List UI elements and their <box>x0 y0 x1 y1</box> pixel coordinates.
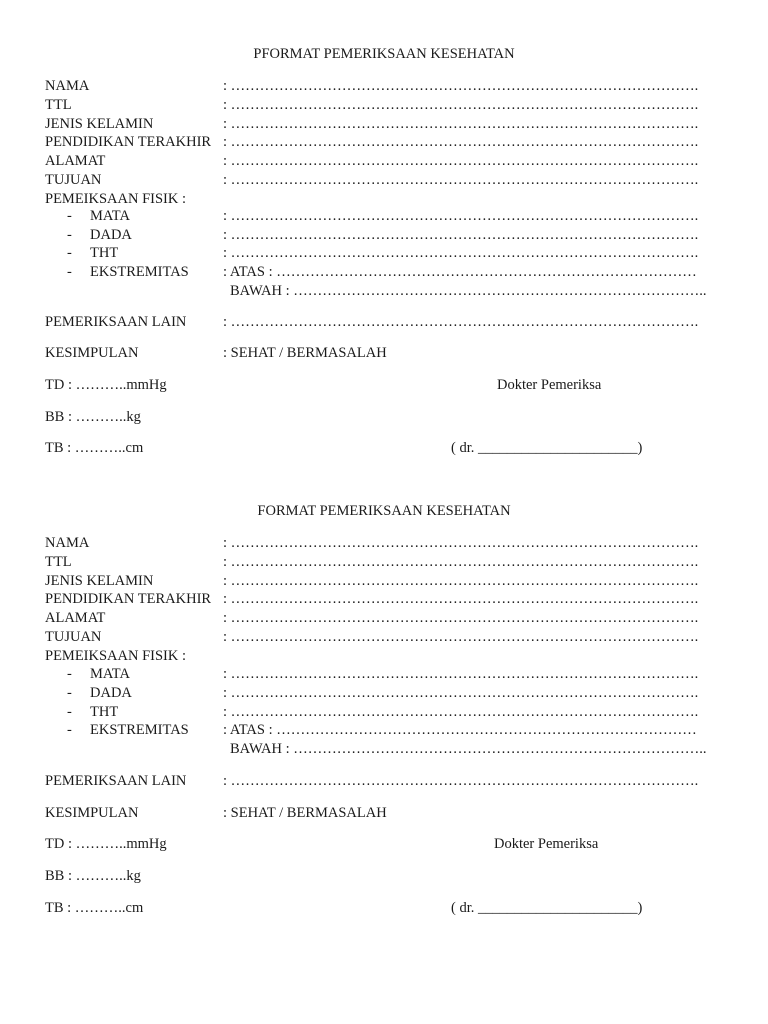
field-tb <box>45 899 725 917</box>
field-value: : SEHAT / BERMASALAH <box>223 345 387 361</box>
field-bb <box>45 867 725 885</box>
tb-text: TB : ………..cm <box>45 900 144 916</box>
field-dada <box>45 226 725 244</box>
fisik-label: PEMEIKSAAN FISIK : <box>45 191 186 207</box>
td-text: TD : ………..mmHg <box>45 377 167 393</box>
field-pemeriksaan-lain <box>45 772 725 790</box>
field-kesimpulan <box>45 804 725 822</box>
field-pendidikan <box>45 590 725 608</box>
field-label: TUJUAN <box>45 172 102 188</box>
field-jenis-kelamin <box>45 115 725 133</box>
field-value: : ……………………………………………………………………………………. <box>223 78 699 94</box>
field-tujuan <box>45 171 725 189</box>
field-value: : ……………………………………………………………………………………. <box>223 134 699 150</box>
field-value: BAWAH : ………………………………………………………………………….. <box>230 741 707 757</box>
field-value: : ……………………………………………………………………………………. <box>223 573 699 589</box>
field-bawah <box>45 740 725 758</box>
field-value: : ……………………………………………………………………………………. <box>223 245 699 261</box>
field-label: DADA <box>90 227 132 243</box>
field-label: KESIMPULAN <box>45 805 139 821</box>
fisik-heading <box>45 647 725 665</box>
field-nama <box>45 77 725 95</box>
field-ekstremitas <box>45 263 725 281</box>
bb-text: BB : ………..kg <box>45 868 141 884</box>
bullet-dash: - <box>67 227 72 243</box>
field-value: : ……………………………………………………………………………………. <box>223 153 699 169</box>
field-value: : ATAS : …………………………………………………………………………… <box>223 264 697 280</box>
field-value: : SEHAT / BERMASALAH <box>223 805 387 821</box>
field-label: ALAMAT <box>45 153 106 169</box>
field-jenis-kelamin <box>45 572 725 590</box>
field-value: : ……………………………………………………………………………………. <box>223 116 699 132</box>
doctor-signature: ( dr. ______________________) <box>451 900 643 916</box>
field-mata <box>45 665 725 683</box>
bullet-dash: - <box>67 685 72 701</box>
field-alamat <box>45 609 725 627</box>
field-value: : ……………………………………………………………………………………. <box>223 554 699 570</box>
field-value: : ……………………………………………………………………………………. <box>223 685 699 701</box>
doctor-label: Dokter Pemeriksa <box>494 836 599 852</box>
field-label: THT <box>90 704 119 720</box>
field-bb <box>45 408 725 426</box>
field-label: MATA <box>90 208 130 224</box>
field-label: PEMERIKSAAN LAIN <box>45 314 187 330</box>
field-value: : ……………………………………………………………………………………. <box>223 610 699 626</box>
field-value: : ……………………………………………………………………………………. <box>223 97 699 113</box>
field-label: THT <box>90 245 119 261</box>
field-value: : ……………………………………………………………………………………. <box>223 629 699 645</box>
bullet-dash: - <box>67 666 72 682</box>
field-value: : ……………………………………………………………………………………. <box>223 172 699 188</box>
field-tujuan <box>45 628 725 646</box>
field-label: NAMA <box>45 535 90 551</box>
field-label: JENIS KELAMIN <box>45 573 154 589</box>
field-tht <box>45 703 725 721</box>
field-label: MATA <box>90 666 130 682</box>
field-value: : ……………………………………………………………………………………. <box>223 227 699 243</box>
bullet-dash: - <box>67 208 72 224</box>
field-mata <box>45 207 725 225</box>
tb-text: TB : ………..cm <box>45 440 144 456</box>
field-dada <box>45 684 725 702</box>
field-td <box>45 376 725 394</box>
field-label: NAMA <box>45 78 90 94</box>
fisik-heading <box>45 190 725 208</box>
field-label: EKSTREMITAS <box>90 722 189 738</box>
field-kesimpulan <box>45 344 725 362</box>
field-label: TTL <box>45 97 72 113</box>
field-label: TUJUAN <box>45 629 102 645</box>
field-pendidikan <box>45 133 725 151</box>
field-pemeriksaan-lain <box>45 313 725 331</box>
bb-text: BB : ………..kg <box>45 409 141 425</box>
field-tht <box>45 244 725 262</box>
field-nama <box>45 534 725 552</box>
form-title: FORMAT PEMERIKSAAN KESEHATAN <box>257 503 511 519</box>
field-label: ALAMAT <box>45 610 106 626</box>
field-label: DADA <box>90 685 132 701</box>
field-value: BAWAH : ………………………………………………………………………….. <box>230 283 707 299</box>
field-td <box>45 835 725 853</box>
fisik-label: PEMEIKSAAN FISIK : <box>45 648 186 664</box>
field-ekstremitas <box>45 721 725 739</box>
field-value: : ……………………………………………………………………………………. <box>223 591 699 607</box>
field-tb <box>45 439 725 457</box>
field-label: JENIS KELAMIN <box>45 116 154 132</box>
field-label: EKSTREMITAS <box>90 264 189 280</box>
doctor-signature: ( dr. ______________________) <box>451 440 643 456</box>
bullet-dash: - <box>67 245 72 261</box>
form-title: PFORMAT PEMERIKSAAN KESEHATAN <box>253 46 515 62</box>
field-value: : ……………………………………………………………………………………. <box>223 666 699 682</box>
bullet-dash: - <box>67 704 72 720</box>
field-bawah <box>45 282 725 300</box>
field-ttl <box>45 553 725 571</box>
field-value: : ……………………………………………………………………………………. <box>223 773 699 789</box>
field-value: : ……………………………………………………………………………………. <box>223 535 699 551</box>
field-label: KESIMPULAN <box>45 345 139 361</box>
td-text: TD : ………..mmHg <box>45 836 167 852</box>
field-label: PENDIDIKAN TERAKHIR <box>45 134 212 150</box>
bullet-dash: - <box>67 264 72 280</box>
doctor-label: Dokter Pemeriksa <box>497 377 602 393</box>
field-ttl <box>45 96 725 114</box>
field-label: TTL <box>45 554 72 570</box>
field-value: : ……………………………………………………………………………………. <box>223 704 699 720</box>
field-value: : ATAS : …………………………………………………………………………… <box>223 722 697 738</box>
field-value: : ……………………………………………………………………………………. <box>223 314 699 330</box>
field-label: PENDIDIKAN TERAKHIR <box>45 591 212 607</box>
field-value: : ……………………………………………………………………………………. <box>223 208 699 224</box>
field-alamat <box>45 152 725 170</box>
bullet-dash: - <box>67 722 72 738</box>
field-label: PEMERIKSAAN LAIN <box>45 773 187 789</box>
